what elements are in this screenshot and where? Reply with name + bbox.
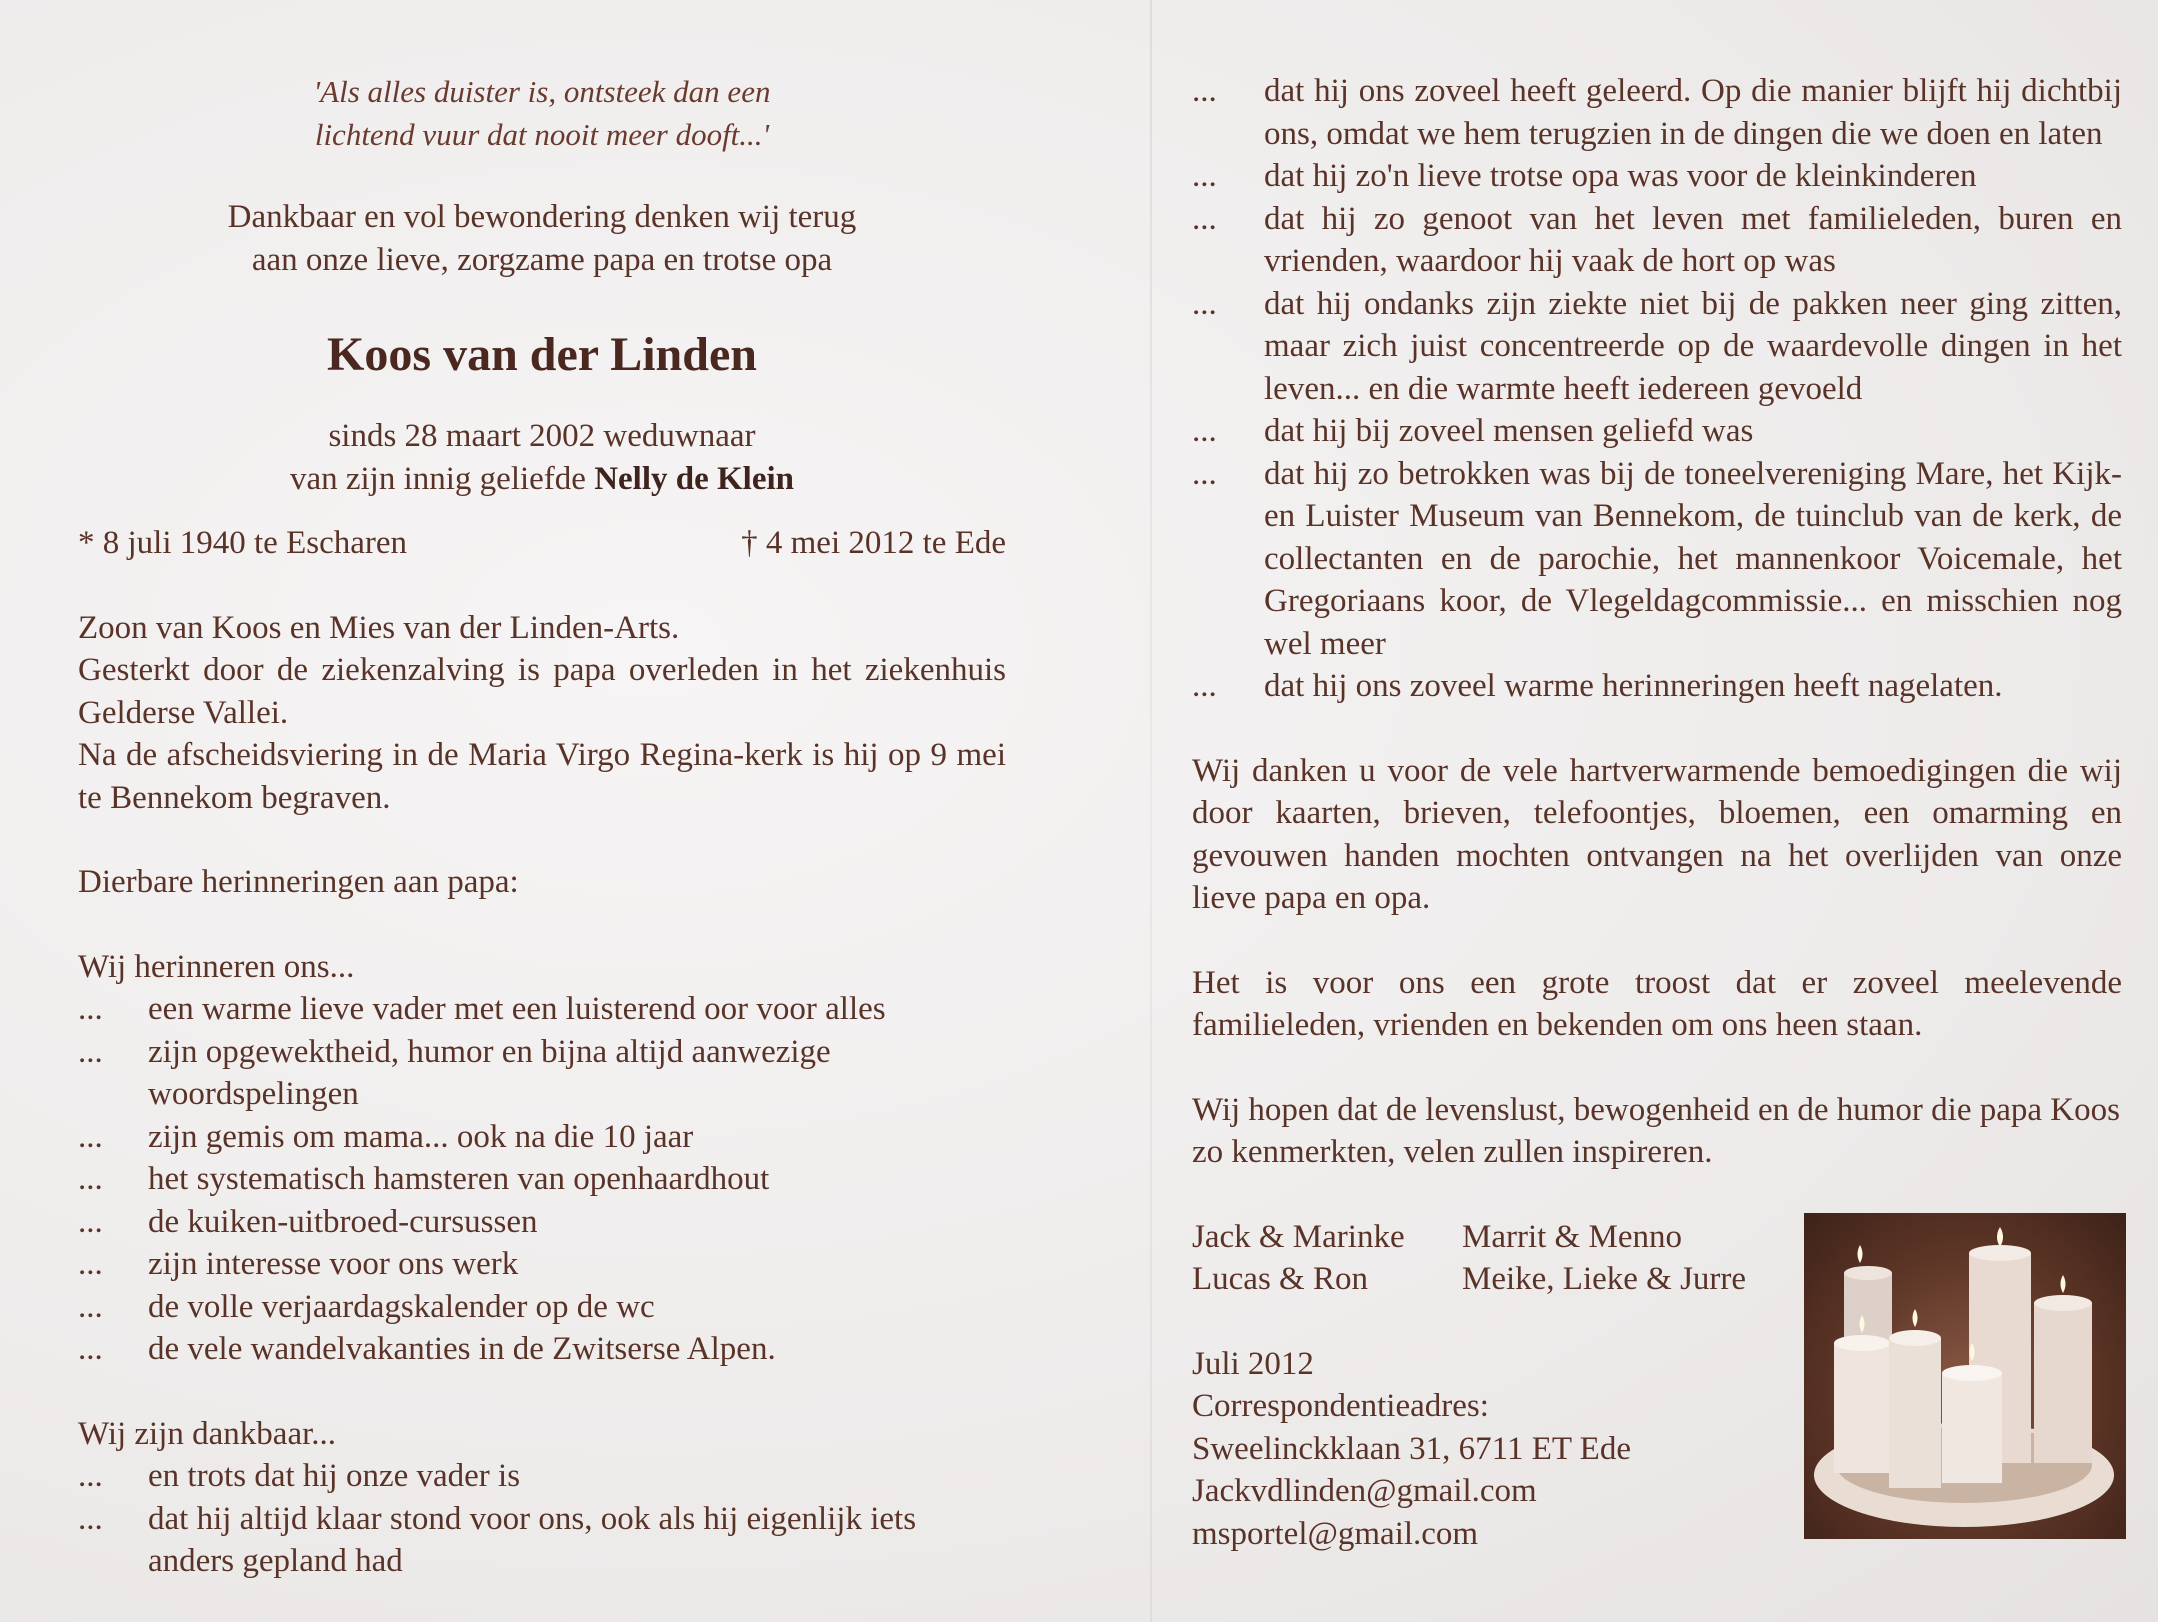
family-name: Marrit & Menno: [1462, 1218, 1682, 1255]
ellipsis-bullet: ...: [78, 1203, 103, 1240]
flame: [1997, 1227, 2003, 1247]
list-item-text: dat hij altijd klaar stond voor ons, ook als hij eigenlijk iets anders gepland had: [148, 1500, 917, 1579]
ellipsis-bullet: ...: [78, 1246, 103, 1282]
ellipsis-bullet: ...: [1192, 285, 1217, 322]
list-item: [1192, 283, 2122, 411]
candle-top: [1942, 1365, 2002, 1381]
candle-top: [1834, 1335, 1890, 1351]
widower-line: sinds 28 maart 2002 weduwnaar: [328, 418, 756, 454]
death-date: † 4 mei 2012 te Ede: [741, 525, 1006, 561]
list-item: [78, 1455, 1006, 1498]
list-item: [1192, 155, 2122, 198]
email-address: Jackvdlinden@gmail.com: [1192, 1473, 1537, 1509]
bio-line: Zoon van Koos en Mies van der Linden-Arts.: [78, 609, 680, 646]
list-item-text: de volle verjaardagskalender op de wc: [148, 1288, 655, 1325]
candle-top: [1889, 1330, 1941, 1346]
quote-line: 'Als alles duister is, ontsteek dan een: [313, 74, 771, 109]
intro-line: Dankbaar en vol bewondering denken wij terug: [227, 199, 857, 235]
address: Sweelinckklaan 31, 6711 ET Ede: [1192, 1430, 1631, 1467]
thanks-paragraph: Wij danken u voor de vele hartverwarmende bemoedigingen die wij door kaarten, brieven, telefoontjes, bloemen, een omarming en gevouwen handen mochten ontvangen na het overlijden van onze lieve papa en opa.: [1192, 752, 2122, 916]
memories-heading: Dierbare herinneringen aan papa:: [78, 864, 519, 900]
ellipsis-bullet: ...: [1192, 158, 1217, 194]
list-item: [78, 1201, 1006, 1244]
list-item-text: en trots dat hij onze vader is: [148, 1458, 521, 1494]
list-item: [1192, 410, 2122, 453]
list-item: [1192, 453, 2122, 666]
candles-photo: [1804, 1213, 2126, 1539]
candles-illustration: [1804, 1213, 2126, 1539]
list-item-text: dat hij zo'n lieve trotse opa was voor de kleinkinderen: [1264, 158, 1977, 194]
widower-text: [78, 415, 1006, 500]
list-item: [78, 1328, 1006, 1371]
list-item: [78, 1498, 1006, 1583]
quote-line: lichtend vuur dat nooit meer dooft...': [314, 117, 770, 152]
life-dates: [78, 522, 1006, 565]
flame: [2061, 1275, 2066, 1293]
left-page: [78, 70, 1006, 1583]
candle: [1889, 1338, 1941, 1488]
intro-text: [78, 196, 1006, 281]
widower-line: [78, 458, 1006, 501]
remember-heading: Wij herinneren ons...: [78, 948, 355, 985]
flame: [1858, 1245, 1863, 1263]
comfort-paragraph: Het is voor ons een grote troost dat er zoveel meelevende familieleden, vrienden en bekenden om ons heen staan.: [1192, 964, 2122, 1043]
ellipsis-bullet: ...: [78, 1331, 103, 1367]
opening-quote: [78, 70, 1006, 156]
ellipsis-bullet: ...: [1192, 668, 1217, 704]
candle: [2034, 1303, 2092, 1463]
grateful-heading: Wij zijn dankbaar...: [78, 1415, 337, 1452]
ellipsis-bullet: ...: [1192, 200, 1217, 237]
list-item: [78, 988, 1006, 1031]
email-address: msportel@gmail.com: [1192, 1515, 1479, 1552]
ellipsis-bullet: ...: [78, 1500, 103, 1537]
candle-top: [1844, 1266, 1892, 1280]
family-name: Meike, Lieke & Jurre: [1462, 1261, 1747, 1297]
list-item-text: dat hij ons zoveel heeft geleerd. Op die manier blijft hij dichtbij ons, omdat we hem terugzien in de dingen die we doen en laten: [1264, 73, 2122, 152]
list-item: [78, 1116, 1006, 1159]
bio-text: [78, 607, 1006, 820]
ellipsis-bullet: ...: [78, 1458, 103, 1494]
ellipsis-bullet: ...: [1192, 73, 1217, 109]
list-item-text: de kuiken-uitbroed-cursussen: [148, 1203, 538, 1240]
bio-line: Na de afscheidsviering in de Maria Virgo Regina-kerk is hij op 9 mei te Bennekom begraven.: [78, 737, 1006, 816]
list-item-text: dat hij bij zoveel mensen geliefd was: [1264, 413, 1754, 449]
candle: [1942, 1373, 2002, 1483]
list-item-text: dat hij ondanks zijn ziekte niet bij de pakken neer ging zitten, maar zich juist concentreerde op de waardevolle dingen in het leven... en die warmte heeft iedereen gevoeld: [1264, 285, 2122, 407]
list-item: [78, 1031, 1006, 1116]
bio-line: Gesterkt door de ziekenzalving is papa overleden in het ziekenhuis Gelderse Vallei.: [78, 652, 1006, 731]
list-item: [78, 1286, 1006, 1329]
intro-line: aan onze lieve, zorgzame papa en trotse opa: [251, 241, 833, 278]
candle-top: [2034, 1295, 2092, 1311]
list-item-text: zijn gemis om mama... ook na die 10 jaar: [148, 1118, 694, 1155]
list-item: [78, 1158, 1006, 1201]
flame: [1913, 1309, 1918, 1327]
address-label: Correspondentieadres:: [1192, 1388, 1489, 1424]
family-name: Lucas & Ron: [1192, 1261, 1368, 1297]
list-item-text: zijn opgewektheid, humor en bijna altijd aanwezige woordspelingen: [148, 1033, 831, 1112]
list-item-text: dat hij ons zoveel warme herinneringen heeft nagelaten.: [1264, 668, 2003, 704]
spouse-name: Nelly de Klein: [594, 460, 795, 497]
card-fold: [1150, 0, 1152, 1622]
ellipsis-bullet: ...: [1192, 455, 1217, 492]
birth-date: * 8 juli 1940 te Escharen: [78, 525, 408, 561]
list-item-text: dat hij zo genoot van het leven met familieleden, buren en vrienden, waardoor hij vaak de hort op was: [1264, 200, 2122, 279]
grateful-list-continued: [1192, 70, 2122, 708]
list-item: [1192, 198, 2122, 283]
list-item-text: een warme lieve vader met een luisterend oor voor alles: [148, 991, 886, 1027]
remember-list: [78, 988, 1006, 1371]
ellipsis-bullet: ...: [78, 1161, 103, 1197]
ellipsis-bullet: ...: [1192, 413, 1217, 449]
list-item-text: dat hij zo betrokken was bij de toneelvereniging Mare, het Kijk- en Luister Museum van Bennekom, de tuinclub van de kerk, de collectanten en de parochie, het mannenkoor Voicemale, het Gregoriaans koor, de Vlegeldagcommissie... en misschien nog wel meer: [1264, 455, 2122, 662]
widower-prefix: van zijn innig geliefde: [289, 460, 595, 497]
list-item: [1192, 665, 2122, 708]
ellipsis-bullet: ...: [78, 991, 103, 1027]
list-item: [78, 1243, 1006, 1286]
hope-paragraph: Wij hopen dat de levenslust, bewogenheid en de humor die papa Koos zo kenmerkten, velen zullen inspireren.: [1192, 1091, 2120, 1170]
list-item: [1192, 70, 2122, 155]
ellipsis-bullet: ...: [78, 1033, 103, 1070]
ellipsis-bullet: ...: [78, 1118, 103, 1155]
ellipsis-bullet: ...: [78, 1288, 103, 1325]
list-item-text: de vele wandelvakanties in de Zwitserse Alpen.: [148, 1331, 776, 1367]
family-name: Jack & Marinke: [1192, 1218, 1405, 1255]
candle-top: [1969, 1245, 2031, 1261]
list-item-text: zijn interesse voor ons werk: [148, 1246, 519, 1282]
grateful-list: [78, 1455, 1006, 1583]
deceased-name: Koos van der Linden: [327, 328, 757, 381]
candle: [1834, 1343, 1890, 1473]
card-date: Juli 2012: [1192, 1345, 1314, 1382]
list-item-text: het systematisch hamsteren van openhaardhout: [148, 1161, 770, 1197]
